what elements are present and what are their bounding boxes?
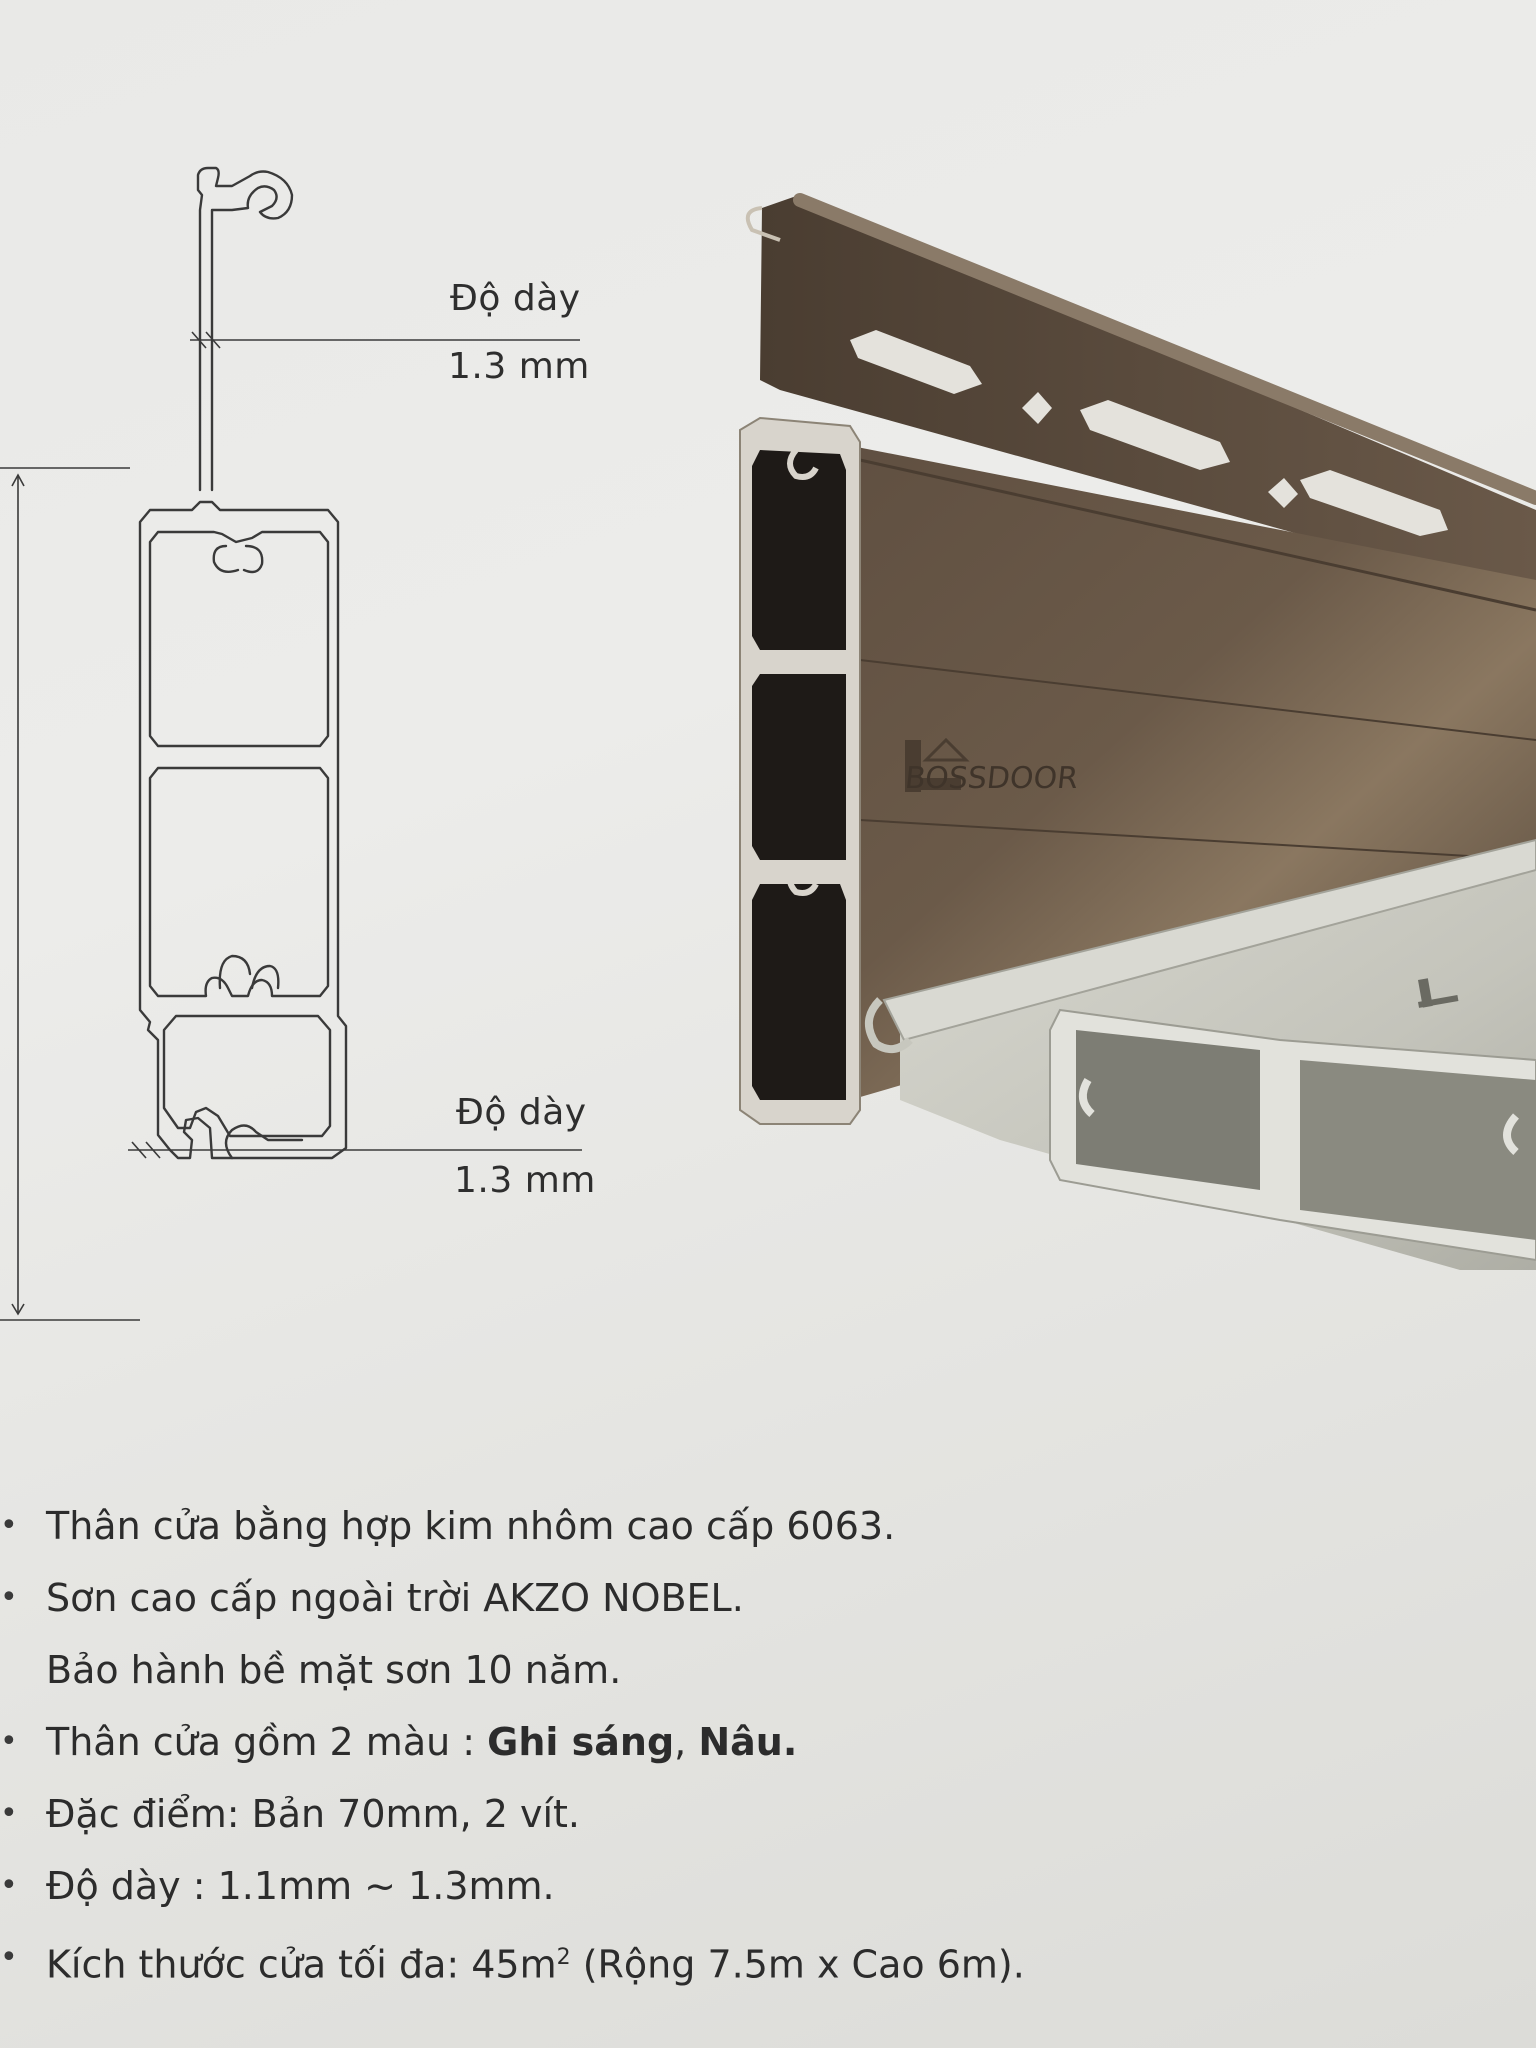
feature-item bbox=[0, 1850, 1500, 1922]
slats-illustration bbox=[700, 180, 1536, 1290]
product-slats-photo bbox=[700, 180, 1536, 1290]
bullet-icon: • bbox=[0, 1868, 18, 1903]
bullet-icon: • bbox=[0, 1724, 18, 1759]
bullet-icon: • bbox=[0, 1940, 18, 1975]
feature-item bbox=[0, 1922, 1500, 2001]
color-separator: , bbox=[674, 1720, 699, 1764]
feature-text: Đặc điểm: Bản 70mm, 2 vít. bbox=[46, 1792, 581, 1836]
feature-text: Sơn cao cấp ngoài trời AKZO NOBEL. bbox=[46, 1576, 744, 1620]
feature-text-end: (Rộng 7.5m x Cao 6m). bbox=[570, 1942, 1025, 1987]
thickness-value-bottom: 1.3 mm bbox=[454, 1160, 596, 1201]
bullet-icon: • bbox=[0, 1580, 18, 1615]
feature-item bbox=[0, 1490, 1500, 1562]
color-option-light-grey: Ghi sáng bbox=[487, 1720, 675, 1764]
color-option-brown: Nâu. bbox=[698, 1720, 798, 1764]
thickness-label-bottom: Độ dày bbox=[456, 1092, 587, 1133]
bullet-icon: • bbox=[0, 1508, 18, 1543]
feature-text: Thân cửa gồm 2 màu : bbox=[46, 1720, 488, 1764]
feature-item bbox=[0, 1562, 1500, 1706]
feature-continuation-text: Bảo hành bề mặt sơn 10 năm. bbox=[46, 1648, 622, 1692]
bullet-icon: • bbox=[0, 1796, 18, 1831]
thickness-label-top: Độ dày bbox=[450, 278, 581, 319]
feature-text: Thân cửa bằng hợp kim nhôm cao cấp 6063. bbox=[46, 1504, 896, 1548]
profile-cross-section-drawing bbox=[0, 150, 640, 1350]
brand-name: BOSSDOOR bbox=[903, 761, 1080, 796]
thickness-value-top: 1.3 mm bbox=[448, 346, 590, 387]
feature-item bbox=[0, 1706, 1500, 1778]
superscript-2: 2 bbox=[556, 1945, 571, 1970]
feature-text: Độ dày : 1.1mm ~ 1.3mm. bbox=[46, 1864, 555, 1908]
feature-item bbox=[0, 1778, 1500, 1850]
feature-text: Kích thước cửa tối đa: 45m bbox=[46, 1942, 557, 1987]
feature-list bbox=[0, 1490, 1500, 2001]
